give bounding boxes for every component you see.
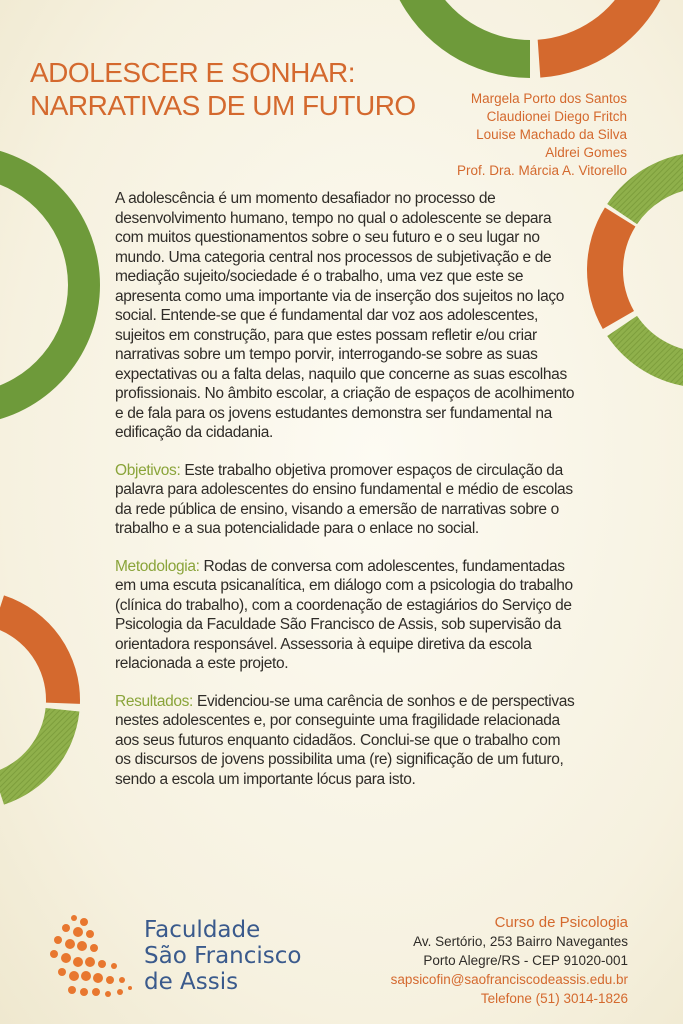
contact-block (391, 913, 628, 1008)
poster-title (30, 56, 416, 122)
logo-dot (128, 986, 132, 990)
metodologia-text: Rodas de conversa com adolescentes, fundamentadas em uma escuta psicanalítica, em diálogo com a psicologia do trabalho (clínica do trabalho), com a coordenação de estagiários do Serviço de Psicologia da Faculdade São Francisco de Assis, sob supervisão da orientadora responsável. Assessoria à equipe diretiva da escola relacionada a este projeto. (115, 557, 573, 672)
logo-dot (93, 973, 103, 983)
logo-dot (50, 950, 58, 958)
institution-name (144, 917, 302, 995)
resultados-label: Resultados: (115, 692, 194, 710)
logo-dot (61, 953, 71, 963)
ring-segment (587, 207, 635, 329)
address-line: Porto Alegre/RS - CEP 91020-001 (423, 953, 628, 968)
logo-dot (65, 939, 75, 949)
author-name: Margela Porto dos Santos (470, 91, 627, 106)
authors-list (457, 90, 627, 180)
intro-paragraph: A adolescência é um momento desafiador no processo de desenvolvimento humano, tempo no qual o adolescente se depara com muitos questionamentos sobre o seu futuro e o seu lugar no mundo. Uma categoria central nos processos de subjetivação e de mediação sujeito/sociedade é o trabalho, uma vez que este se apresenta como uma importante via de inserção dos sujeitos no laço social. Entende-se que é fundamental dar voz aos adolescentes, sujeitos em construção, para que estes possam refletir e/ou criar narrativas sobre um tempo porvir, interrogando-se sobre as suas expectativas ou a falta delas, naquilo que concerne as suas escolhas profissionais. No âmbito escolar, a criação de espaços de acolhimento e de fala para os jovens estudantes demonstra ser fundamental na edificação da cidadania. (115, 190, 575, 441)
logo-dot (80, 988, 88, 996)
logo-dot (86, 930, 94, 938)
institution-name-line: São Francisco (144, 943, 302, 969)
ring-segment (0, 147, 100, 423)
ring-segment (538, 0, 664, 78)
objetivos-label: Objetivos: (115, 461, 181, 479)
logo-dot (98, 960, 106, 968)
address-line: Av. Sertório, 253 Bairro Navegantes (413, 934, 628, 949)
author-name: Prof. Dra. Márcia A. Vitorello (456, 163, 627, 178)
logo-dot (73, 927, 83, 937)
resultados-paragraph (115, 692, 577, 790)
objetivos-paragraph (115, 461, 577, 539)
logo-dot (106, 976, 114, 984)
logo-dot (54, 936, 62, 944)
metodologia-label: Metodologia: (115, 557, 200, 575)
logo-dot (69, 971, 79, 981)
poster-body (115, 189, 577, 807)
logo-dot (77, 941, 87, 951)
phone-number: Telefone (51) 3014-1826 (480, 991, 628, 1006)
course-name: Curso de Psicologia (494, 914, 628, 931)
author-name: Louise Machado da Silva (476, 127, 627, 142)
title-line-2: NARRATIVAS DE UM FUTURO (30, 90, 416, 121)
institution-logo-icon (46, 912, 136, 1002)
logo-dot (117, 989, 123, 995)
logo-dot (105, 991, 111, 997)
logo-dot (80, 918, 88, 926)
logo-dot (68, 986, 76, 994)
logo-dot (92, 988, 100, 996)
title-line-1: ADOLESCER E SONHAR: (30, 57, 356, 88)
resultados-text: Evidenciou-se uma carência de sonhos e de perspectivas nestes adolescentes e, por conseguinte uma fragilidade relacionada aos seus futuros enquanto cidadãos. Conclui-se que o trabalho com os discursos de jovens possibilita uma (re) significação de um futuro, sendo a escola um importante lócus para isto. (115, 692, 575, 788)
email-link[interactable]: sapsicofin@saofranciscodeassis.edu.br (390, 972, 628, 987)
metodologia-paragraph (115, 557, 577, 674)
logo-dot (119, 977, 125, 983)
logo-dot (71, 915, 77, 921)
logo-dot (85, 957, 95, 967)
logo-dot (58, 968, 66, 976)
logo-dot (73, 957, 83, 967)
author-name: Aldrei Gomes (545, 145, 627, 160)
logo-dot (62, 924, 70, 932)
logo-dot (90, 944, 98, 952)
ring-segment (396, 0, 530, 78)
logo-dot (81, 971, 91, 981)
objetivos-text: Este trabalho objetiva promover espaços de circulação da palavra para adolescentes do ensino fundamental e médio de escolas da rede pública de ensino, visando a emersão de narrativas sobre o trabalho e a sua potencialidade para o enlace no social. (115, 461, 573, 537)
logo-dot (111, 963, 117, 969)
institution-name-line: Faculdade (144, 917, 261, 943)
institution-name-line: de Assis (144, 969, 239, 995)
ring-segment (0, 708, 79, 805)
ring-segment (0, 595, 80, 703)
author-name: Claudionei Diego Fritch (486, 109, 627, 124)
ring-segment (607, 316, 683, 387)
